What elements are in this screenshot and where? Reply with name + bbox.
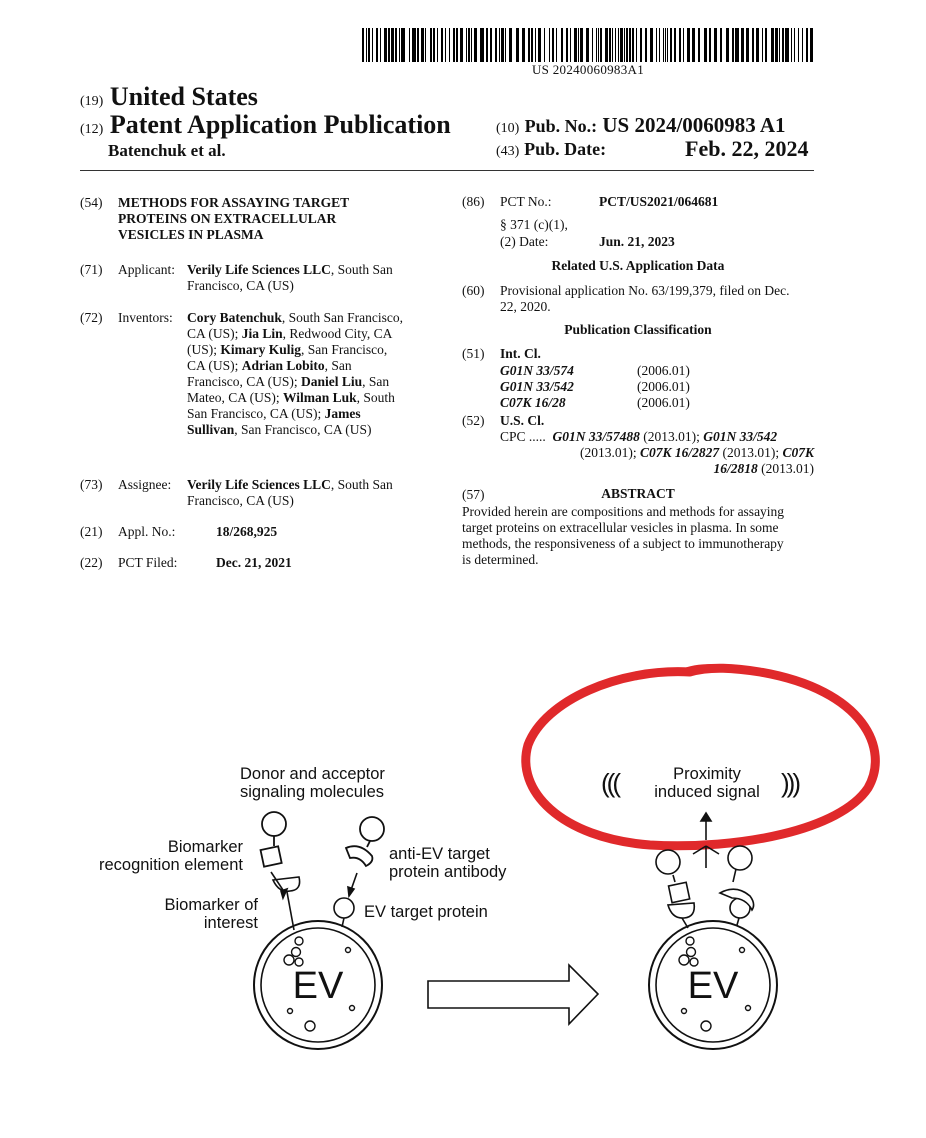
- inventor-location: , San Francisco,: [301, 342, 388, 357]
- pub-class-heading: Publication Classification: [564, 322, 712, 337]
- cpc-class: 16/2818: [713, 461, 758, 476]
- country-code: (19): [80, 94, 104, 109]
- pct-filed-code: (22): [80, 555, 103, 570]
- inventor-location: , San Francisco, CA (US): [234, 422, 372, 437]
- intcl-code-item: C07K 16/28: [500, 395, 566, 410]
- assignee-label: Assignee:: [118, 477, 172, 492]
- pct-code: (86): [462, 194, 485, 209]
- pub-date-label: Pub. Date:: [524, 139, 607, 159]
- inventor-location: Mateo, CA (US);: [187, 390, 283, 405]
- applicant-location: , South San: [330, 262, 393, 277]
- inventor-location: , South: [356, 390, 395, 405]
- pub-no: US 2024/0060983 A1: [602, 113, 786, 137]
- pct-number: PCT/US2021/064681: [599, 194, 719, 209]
- inventor-location: , South San Francisco,: [281, 310, 404, 325]
- pub-type-code: (12): [80, 122, 104, 137]
- s371-line1: § 371 (c)(1),: [500, 217, 568, 232]
- inventor-name: Wilman Luk: [283, 390, 357, 405]
- label-line: Proximity: [673, 765, 741, 783]
- inventors-code: (72): [80, 310, 103, 325]
- intcl-code-item: G01N 33/574: [500, 363, 574, 378]
- pub-no-label: Pub. No.:: [524, 116, 598, 136]
- label-line: signaling molecules: [240, 783, 384, 801]
- intcl-label: Int. Cl.: [500, 346, 541, 361]
- pub-date-code: (43): [496, 144, 520, 159]
- biomarker-recognition-label: [80, 838, 243, 874]
- intcl-year: (2006.01): [637, 395, 690, 410]
- label-line: Biomarker of: [164, 896, 258, 914]
- cpc-class: G01N 33/542: [703, 429, 778, 444]
- inventor-name: Cory Batenchuk: [187, 310, 282, 325]
- ev-target-protein-label: EV target protein: [364, 903, 488, 921]
- right-bound-complex: [656, 846, 754, 928]
- inventor-location: , San: [362, 374, 390, 389]
- related-heading: Related U.S. Application Data: [551, 258, 725, 273]
- label-line: protein antibody: [389, 863, 507, 881]
- inventor-location: San Francisco, CA (US);: [187, 406, 325, 421]
- cpc-prefix: CPC .....: [500, 429, 546, 444]
- intcl-year: (2006.01): [637, 379, 690, 394]
- appl-code: (21): [80, 524, 103, 539]
- inventor-name: Sullivan: [187, 422, 235, 437]
- abstract-line: Provided herein are compositions and methods for assaying: [462, 504, 785, 519]
- assignee-location: , South San: [330, 477, 393, 492]
- left-ev-label: EV: [292, 965, 344, 1007]
- annotation-circle: [526, 668, 876, 846]
- provisional-line: 22, 2020.: [500, 299, 551, 314]
- label-line: interest: [203, 914, 258, 932]
- prov-code: (60): [462, 283, 485, 298]
- title-line: PROTEINS ON EXTRACELLULAR: [118, 211, 337, 226]
- applicant-label: Applicant:: [118, 262, 175, 277]
- proximity-signal-label: [642, 765, 772, 801]
- biomarker-of-interest-label: [140, 896, 258, 932]
- provisional-line: Provisional application No. 63/199,379, filed on Dec.: [500, 283, 790, 298]
- signal-waves-right: ))): [781, 768, 798, 798]
- transition-arrow: [428, 965, 598, 1024]
- assignee-location-2: Francisco, CA (US): [187, 493, 294, 508]
- inventors-label: Inventors:: [118, 310, 173, 325]
- inventor-location: Francisco, CA (US);: [187, 374, 301, 389]
- intcl-year: (2006.01): [637, 363, 690, 378]
- intcl-code-item: G01N 33/542: [500, 379, 574, 394]
- pub-no-code: (10): [496, 121, 520, 136]
- appl-number: 18/268,925: [216, 524, 278, 539]
- cpc-class: C07K 16/2827: [639, 445, 720, 460]
- cpc-year: (2013.01);: [579, 445, 640, 460]
- applicant-location-2: Francisco, CA (US): [187, 278, 294, 293]
- pct-filed-date: Dec. 21, 2021: [216, 555, 292, 570]
- inventor-location: (US);: [187, 342, 221, 357]
- left-free-molecules: [261, 812, 384, 867]
- inventor-location: , Redwood City, CA: [282, 326, 393, 341]
- uscl-label: U.S. Cl.: [500, 413, 545, 428]
- abstract-code: (57): [462, 487, 485, 502]
- assignee-code: (73): [80, 477, 103, 492]
- abstract-heading: ABSTRACT: [601, 486, 675, 501]
- inventor-name: Daniel Liu: [301, 374, 363, 389]
- abstract-line: is determined.: [462, 552, 539, 567]
- anti-ev-antibody-label: [389, 845, 506, 881]
- intcl-code: (51): [462, 346, 485, 361]
- signal-waves-left: (((: [601, 768, 618, 798]
- s371-line2: (2) Date:: [500, 234, 549, 249]
- inventor-name: James: [324, 406, 361, 421]
- inventor-location: CA (US);: [187, 358, 242, 373]
- cpc-class: C07K: [782, 445, 814, 460]
- label-line: recognition element: [98, 856, 243, 874]
- cpc-year: (2013.01);: [639, 429, 704, 444]
- cpc-class: G01N 33/57488: [552, 429, 640, 444]
- inventor-location: CA (US);: [187, 326, 242, 341]
- label-line: induced signal: [654, 783, 760, 801]
- inventor-name: Kimary Kulig: [220, 342, 301, 357]
- country: United States: [109, 82, 258, 111]
- pct-label: PCT No.:: [500, 194, 552, 209]
- s371-date: Jun. 21, 2023: [599, 234, 675, 249]
- uscl-code: (52): [462, 413, 485, 428]
- abstract-line: target proteins on extracellular vesicles in plasma. In some: [462, 520, 779, 535]
- title-code: (54): [80, 195, 103, 210]
- label-line: Donor and acceptor: [240, 765, 385, 783]
- authors: Batenchuk et al.: [108, 141, 226, 160]
- pub-date: Feb. 22, 2024: [685, 136, 809, 161]
- pct-filed-label: PCT Filed:: [118, 555, 178, 570]
- applicant-name: Verily Life Sciences LLC: [187, 262, 331, 277]
- inventor-name: Adrian Lobito: [241, 358, 325, 373]
- assignee-name: Verily Life Sciences LLC: [187, 477, 331, 492]
- barcode-text: US 20240060983A1: [531, 62, 645, 77]
- abstract-line: methods, the responsiveness of a subject to immunotherapy: [462, 536, 784, 551]
- applicant-code: (71): [80, 262, 103, 277]
- inventor-name: Jia Lin: [241, 326, 283, 341]
- inventor-location: , San: [324, 358, 352, 373]
- label-line: anti-EV target: [389, 845, 490, 863]
- appl-label: Appl. No.:: [118, 524, 176, 539]
- right-ev-label: EV: [687, 965, 739, 1007]
- donor-acceptor-label: [240, 765, 385, 801]
- cpc-year: (2013.01): [757, 461, 814, 476]
- cpc-year: (2013.01);: [719, 445, 783, 460]
- label-line: Biomarker: [167, 838, 243, 856]
- title-line: VESICLES IN PLASMA: [118, 227, 264, 242]
- title-line: METHODS FOR ASSAYING TARGET: [118, 195, 350, 210]
- pub-type: Patent Application Publication: [109, 110, 451, 139]
